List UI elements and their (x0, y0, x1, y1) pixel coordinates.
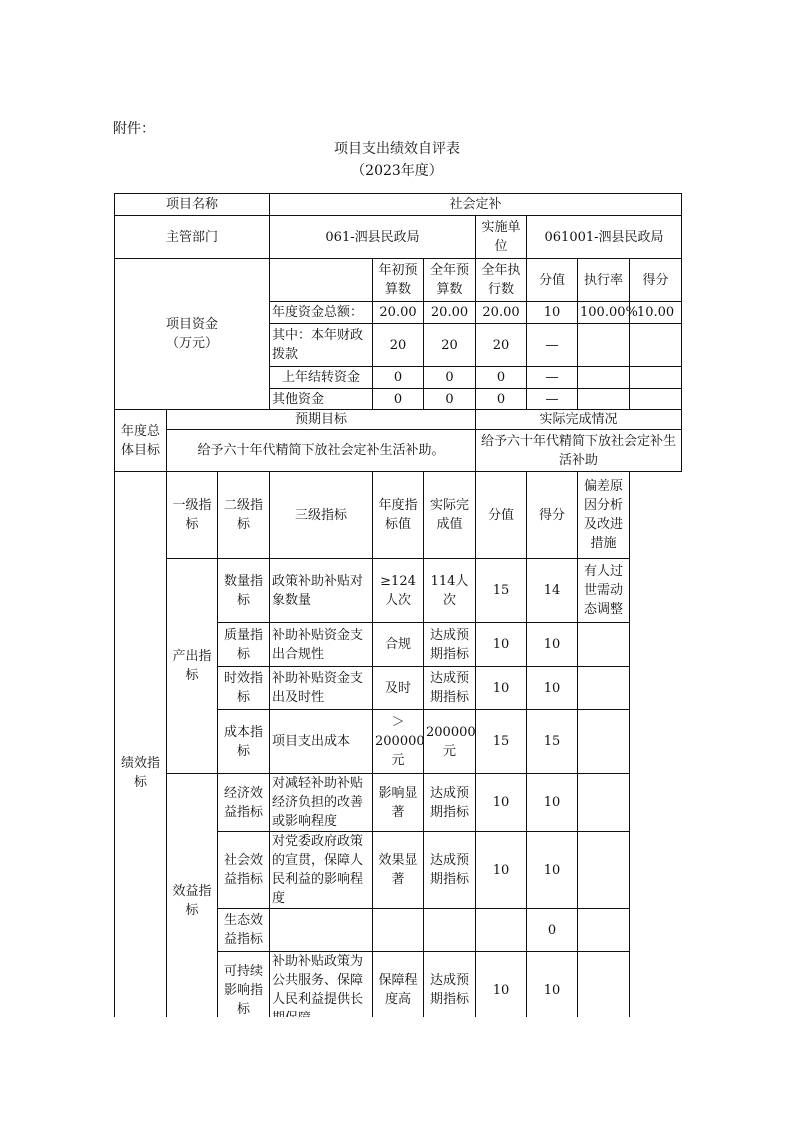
actual-cell: 达成预期指标 (424, 832, 476, 909)
funds-row-label: 年度资金总额： (270, 302, 373, 324)
output-label: 产出指标 (167, 559, 218, 774)
funds-header-blank (270, 259, 373, 302)
evaluation-table (114, 193, 682, 1075)
actual-cell: 达成预期指标 (424, 774, 476, 832)
actual-cell: 达成预期指标 (424, 623, 476, 667)
funds-cell (578, 367, 630, 389)
funds-header: 全年执行数 (476, 259, 527, 302)
funds-header: 得分 (630, 259, 682, 302)
score-max-cell: 10 (476, 774, 527, 832)
l2-cell: 生态效益指标 (218, 909, 270, 952)
score-cell: 0 (527, 909, 578, 952)
score-cell: 10 (527, 952, 578, 1029)
target-cell: 效果显著 (373, 832, 424, 909)
actual-cell (424, 909, 476, 952)
l2-cell: 质量指标 (218, 623, 270, 667)
l3-cell: 补助补贴资金支出及时性 (270, 667, 373, 710)
perf-header: 年度指标值 (373, 472, 424, 559)
score-cell: 10 (527, 623, 578, 667)
actual-label: 实际完成情况 (476, 410, 682, 430)
perf-header: 二级指标 (218, 472, 270, 559)
funds-cell: 0 (424, 367, 476, 389)
project-name-value: 社会定补 (270, 194, 682, 216)
score-cell: 10 (527, 667, 578, 710)
funds-cell: — (527, 324, 578, 367)
funds-cell (578, 389, 630, 410)
project-name-label: 项目名称 (115, 194, 270, 216)
funds-cell: 0 (424, 389, 476, 410)
l3-cell: 补助补贴资金支出合规性 (270, 623, 373, 667)
actual-cell: 达成预期指标 (424, 952, 476, 1029)
funds-cell: 100.00% (578, 302, 630, 324)
funds-cell: 20 (476, 324, 527, 367)
perf-header: 分值 (476, 472, 527, 559)
l2-cell: 时效指标 (218, 667, 270, 710)
funds-cell (630, 367, 682, 389)
note-cell (578, 774, 630, 832)
funds-cell: 10.00 (630, 302, 682, 324)
funds-row-label: 其他资金 (270, 389, 373, 410)
l3-cell: 补助补贴政策为公共服务、保障人民利益提供长 (270, 952, 373, 1029)
target-cell: 合规 (373, 623, 424, 667)
funds-label: 项目资金 （万元） (115, 259, 270, 410)
actual-cell: 114人次 (424, 559, 476, 623)
funds-cell: 20.00 (476, 302, 527, 324)
funds-header: 执行率 (578, 259, 630, 302)
l3-cell: 政策补助补贴对象数量 (270, 559, 373, 623)
funds-cell: 20.00 (373, 302, 424, 324)
note-cell (578, 909, 630, 952)
dept-value: 061-泗县民政局 (270, 216, 476, 259)
perf-header: 实际完成值 (424, 472, 476, 559)
impl-unit-label: 实施单位 (476, 216, 527, 259)
dept-label: 主管部门 (115, 216, 270, 259)
note-cell (578, 710, 630, 774)
funds-cell (578, 324, 630, 367)
actual-cell: 200000元 (424, 710, 476, 774)
note-cell: 有人过世需动态调整 (578, 559, 630, 623)
l2-cell: 经济效益指标 (218, 774, 270, 832)
score-cell: 14 (527, 559, 578, 623)
funds-cell (630, 324, 682, 367)
funds-cell: 0 (476, 367, 527, 389)
funds-header: 分值 (527, 259, 578, 302)
perf-label: 绩效指标 (115, 472, 167, 1075)
funds-cell: 0 (476, 389, 527, 410)
score-max-cell: 15 (476, 710, 527, 774)
l2-cell: 可持续影响指标 (218, 952, 270, 1029)
expected-goal: 给予六十年代精简下放社会定补生活补助。 (167, 430, 476, 472)
score-cell: 15 (527, 710, 578, 774)
target-cell: 及时 (373, 667, 424, 710)
funds-cell: — (527, 389, 578, 410)
page-subtitle: （2023年度） (351, 163, 443, 179)
perf-header: 一级指标 (167, 472, 218, 559)
funds-row-label: 上年结转资金 (270, 367, 373, 389)
l3-cell: 对减轻补助补贴经济负担的改善或影响程度 (270, 774, 373, 832)
expected-goal-label: 预期目标 (167, 410, 476, 430)
perf-header: 偏差原因分析及改进措施 (578, 472, 630, 559)
impl-unit-value: 061001-泗县民政局 (527, 216, 682, 259)
score-max-cell: 15 (476, 559, 527, 623)
target-cell: 影响显著 (373, 774, 424, 832)
l3-cell (270, 909, 373, 952)
funds-cell: 10 (527, 302, 578, 324)
target-cell: 保障程度高 (373, 952, 424, 1029)
score-max-cell: 10 (476, 952, 527, 1029)
funds-row-label: 其中：本年财政拨款 (270, 324, 373, 367)
actual-goal: 给予六十年代精简下放社会定补生活补助 (476, 430, 682, 472)
score-max-cell: 10 (476, 623, 527, 667)
funds-cell: 0 (373, 389, 424, 410)
benefit-label: 效益指标 (167, 774, 218, 1029)
funds-header: 年初预算数 (373, 259, 424, 302)
attachment-label: 附件： (113, 121, 155, 137)
perf-header: 三级指标 (270, 472, 373, 559)
target-cell: ＞200000元 (373, 710, 424, 774)
perf-header: 得分 (527, 472, 578, 559)
score-max-cell (476, 909, 527, 952)
note-cell (578, 623, 630, 667)
funds-cell: 20 (424, 324, 476, 367)
goal-label: 年度总体目标 (115, 410, 167, 472)
funds-cell: 20 (373, 324, 424, 367)
page-title: 项目支出绩效自评表 (334, 141, 460, 157)
score-cell: 10 (527, 774, 578, 832)
target-cell: ≥124人次 (373, 559, 424, 623)
funds-cell (630, 389, 682, 410)
score-max-cell: 10 (476, 667, 527, 710)
note-cell (578, 832, 630, 909)
funds-cell: 0 (373, 367, 424, 389)
funds-cell: 20.00 (424, 302, 476, 324)
funds-cell: — (527, 367, 578, 389)
l3-cell: 对党委政府政策的宣贯，保障人民利益的影响程度 (270, 832, 373, 909)
target-cell (373, 909, 424, 952)
l3-cell: 项目支出成本 (270, 710, 373, 774)
note-cell (578, 667, 630, 710)
actual-cell: 达成预期指标 (424, 667, 476, 710)
l2-cell: 成本指标 (218, 710, 270, 774)
funds-header: 全年预算数 (424, 259, 476, 302)
score-cell: 10 (527, 832, 578, 909)
l2-cell: 社会效益指标 (218, 832, 270, 909)
l2-cell: 数量指标 (218, 559, 270, 623)
score-max-cell: 10 (476, 832, 527, 909)
page-cut-mask (0, 1017, 794, 1122)
